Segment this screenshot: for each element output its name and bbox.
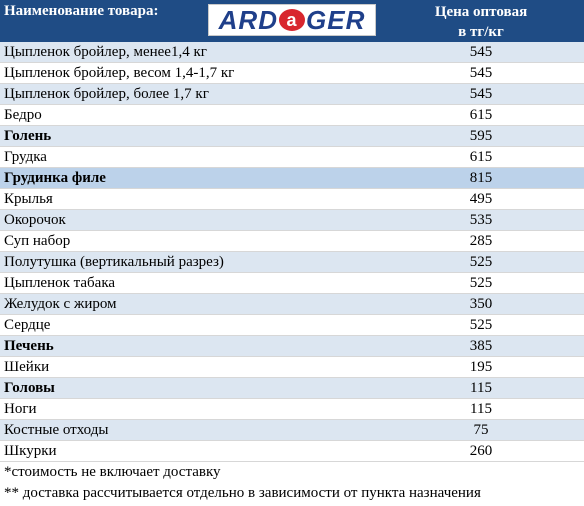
price-cell: 385 (469, 338, 493, 354)
product-name-cell: Костные отходы (4, 422, 109, 438)
price-cell: 545 (469, 44, 493, 60)
logo-text-right: GER (306, 4, 366, 35)
logo-cell (206, 0, 378, 42)
table-row (0, 273, 584, 294)
table-row (0, 168, 584, 189)
product-name-cell: Бедро (4, 107, 42, 123)
table-row (0, 420, 584, 441)
footnote-delivery-calc: ** доставка рассчитывается отдельно в зависимости от пункта назначения (4, 485, 481, 501)
price-cell: 545 (469, 65, 493, 81)
table-row (0, 189, 584, 210)
product-name-cell: Печень (4, 338, 54, 354)
price-cell: 115 (470, 401, 492, 417)
product-name-cell: Цыпленок бройлер, менее1,4 кг (4, 44, 207, 60)
product-name-cell: Грудка (4, 149, 47, 165)
table-row (0, 105, 584, 126)
product-name-cell: Крылья (4, 191, 53, 207)
price-cell: 115 (470, 380, 492, 396)
price-header (378, 0, 584, 42)
price-cell: 615 (469, 149, 493, 165)
product-name-cell: Цыпленок бройлер, более 1,7 кг (4, 86, 209, 102)
price-header-line2: в тг/кг (458, 24, 504, 40)
product-name-cell: Цыпленок табака (4, 275, 116, 291)
product-name-cell: Сердце (4, 317, 51, 333)
product-name-cell: Полутушка (вертикальный разрез) (4, 254, 224, 270)
product-name-cell: Голень (4, 128, 52, 144)
product-name-cell: Грудинка филе (4, 170, 106, 186)
price-cell: 525 (469, 317, 493, 333)
product-name-cell: Головы (4, 380, 55, 396)
product-name-cell: Окорочок (4, 212, 66, 228)
table-row (0, 336, 584, 357)
table-row (0, 231, 584, 252)
price-cell: 815 (469, 170, 493, 186)
footnote-delivery: *стоимость не включает доставку (4, 464, 221, 480)
price-cell: 495 (469, 191, 493, 207)
table-row (0, 441, 584, 462)
product-name-header: Наименование товара: (4, 3, 159, 19)
table-header (0, 0, 584, 42)
product-name-cell: Суп набор (4, 233, 71, 249)
product-name-cell: Шкурки (4, 443, 57, 459)
product-name-cell: Шейки (4, 359, 50, 375)
product-name-cell: Желудок с жиром (4, 296, 117, 312)
product-name-cell: Цыпленок бройлер, весом 1,4-1,7 кг (4, 65, 235, 81)
price-cell: 595 (469, 128, 493, 144)
price-cell: 350 (469, 296, 493, 312)
price-cell: 535 (469, 212, 493, 228)
logo-text-left: ARD (218, 4, 278, 35)
table-row (0, 42, 584, 63)
table-row (0, 126, 584, 147)
price-cell: 285 (469, 233, 493, 249)
table-row (0, 252, 584, 273)
price-cell: 615 (469, 107, 493, 123)
price-header-line1: Цена оптовая (434, 4, 528, 20)
table-row (0, 357, 584, 378)
price-cell: 260 (469, 443, 493, 459)
table-row (0, 147, 584, 168)
table-row (0, 294, 584, 315)
price-cell: 75 (473, 422, 489, 438)
price-table-body (0, 42, 584, 462)
table-row (0, 63, 584, 84)
ardager-logo (208, 4, 376, 36)
price-cell: 525 (469, 254, 493, 270)
table-row (0, 210, 584, 231)
logo-mark-icon: a (279, 9, 305, 31)
price-cell: 545 (469, 86, 493, 102)
price-cell: 195 (469, 359, 493, 375)
table-row (0, 315, 584, 336)
table-row (0, 378, 584, 399)
product-name-cell: Ноги (4, 401, 37, 417)
price-cell: 525 (469, 275, 493, 291)
table-row (0, 399, 584, 420)
table-row (0, 84, 584, 105)
